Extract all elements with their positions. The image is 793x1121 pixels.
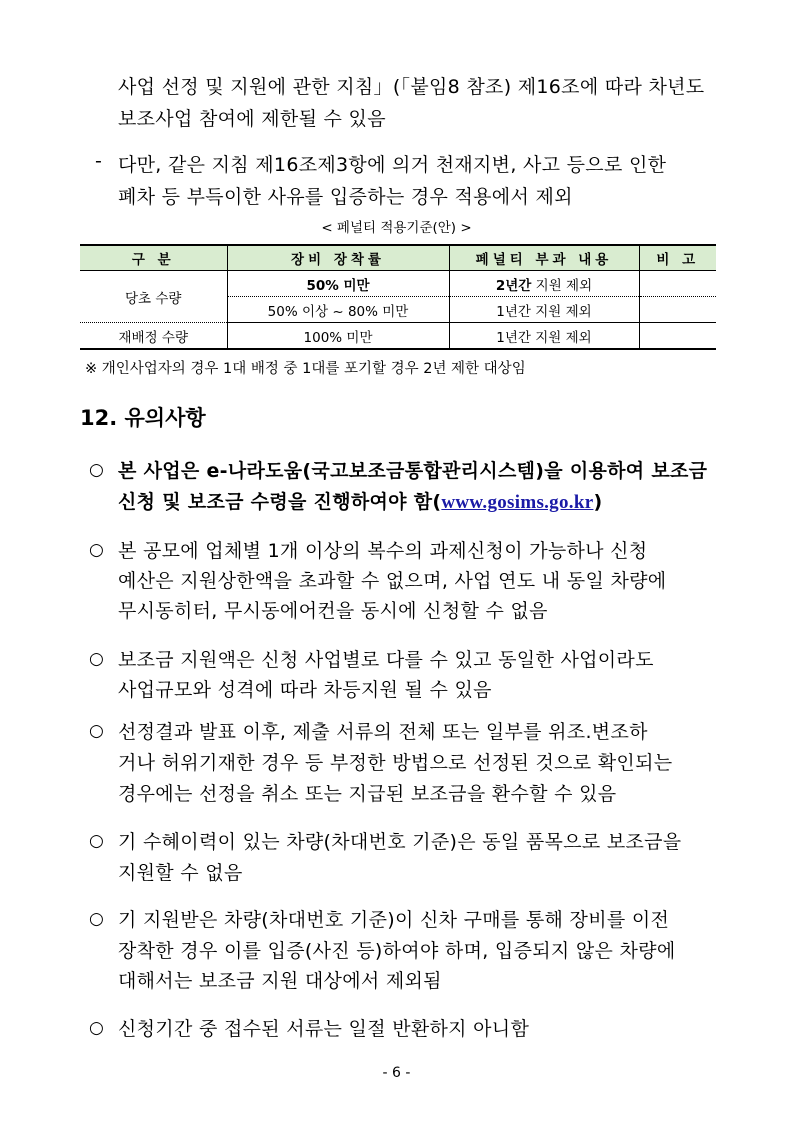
item-7-line1: 신청기간 중 접수된 서류는 일절 반환하지 아니함 [118, 1018, 530, 1040]
penalty-years: 2년간 [495, 277, 532, 294]
bullet-icon: ○ [89, 540, 104, 560]
gosims-link[interactable]: www.gosims.go.kr [441, 492, 594, 513]
table-note: ※ 개인사업자의 경우 1대 배정 중 1대를 포기할 경우 2년 제한 대상임 [85, 361, 526, 377]
header-rate: 장비 장착률 [227, 245, 449, 271]
bullet-icon: ○ [89, 831, 104, 851]
item-6-line1: 기 지원받은 차량(차대번호 기준)이 신차 구매를 통해 장비를 이전 [118, 909, 670, 931]
header-penalty: 페널티 부과 내용 [449, 245, 639, 271]
table-caption: < 페널티 적용기준(안) > [321, 220, 472, 236]
cell-rate: 50% 이상 ~ 80% 미만 [227, 297, 449, 323]
item-1-line2 [118, 487, 602, 514]
item-4-line2: 거나 허위기재한 경우 등 부정한 방법으로 선정된 것으로 확인되는 [118, 752, 673, 774]
cell-penalty [449, 271, 639, 297]
bullet-icon: ○ [89, 1018, 104, 1038]
item-4-line3: 경우에는 선정을 취소 또는 지급된 보조금을 환수할 수 있음 [118, 783, 617, 805]
item-3-line1: 보조금 지원액은 신청 사업별로 다를 수 있고 동일한 사업이라도 [118, 649, 654, 671]
penalty-rest: 지원 제외 [531, 277, 593, 294]
item-5-line1: 기 수혜이력이 있는 차량(차대번호 기준)은 동일 품목으로 보조금을 [118, 831, 682, 853]
table-row [80, 323, 716, 350]
top-paragraph-line2: 보조사업 참여에 제한될 수 있음 [118, 108, 386, 130]
cell-note [639, 297, 716, 323]
section-title: 12. 유의사항 [80, 406, 206, 430]
cell-note [639, 271, 716, 297]
item-2-line3: 무시동히터, 무시동에어컨을 동시에 신청할 수 없음 [118, 600, 548, 622]
item-1-text: 신청 및 보조금 수령을 진행하여야 함( [118, 491, 442, 513]
item-3-line2: 사업규모와 성격에 따라 차등지원 될 수 있음 [118, 679, 492, 701]
bullet-icon: ○ [89, 721, 104, 741]
top-paragraph-line1: 사업 선정 및 지원에 관한 지침」(「붙임8 참조) 제16조에 따라 차년도 [118, 76, 705, 98]
page-number: - 6 - [382, 1065, 411, 1081]
header-note: 비 고 [639, 245, 716, 271]
cell-penalty: 1년간 지원 제외 [449, 323, 639, 350]
cell-penalty: 1년간 지원 제외 [449, 297, 639, 323]
item-6-line2: 장착한 경우 이를 입증(사진 등)하여야 하며, 입증되지 않은 차량에 [118, 940, 676, 962]
cell-category: 당초 수량 [80, 271, 227, 323]
item-1-line1: 본 사업은 e-나라도움(국고보조금통합관리시스템)을 이용하여 보조금 [118, 460, 708, 482]
dash-paragraph-line1: 다만, 같은 지침 제16조제3항에 의거 천재지변, 사고 등으로 인한 [118, 154, 667, 176]
cell-rate: 50% 미만 [227, 271, 449, 297]
item-2-line2: 예산은 지원상한액을 초과할 수 없으며, 사업 연도 내 동일 차량에 [118, 570, 667, 592]
bullet-icon: ○ [89, 909, 104, 929]
dash-paragraph-line2: 폐차 등 부득이한 사유를 입증하는 경우 적용에서 제외 [118, 186, 573, 208]
bullet-icon: ○ [89, 460, 104, 480]
cell-category: 재배정 수량 [80, 323, 227, 350]
table-row [80, 271, 716, 297]
cell-rate: 100% 미만 [227, 323, 449, 350]
item-1-close: ) [593, 491, 603, 513]
penalty-table [80, 244, 716, 350]
dash-marker: - [95, 150, 103, 172]
item-6-line3: 대해서는 보조금 지원 대상에서 제외됨 [118, 970, 442, 992]
bullet-icon: ○ [89, 649, 104, 669]
header-category: 구 분 [80, 245, 227, 271]
table-header-row [80, 245, 716, 271]
cell-note [639, 323, 716, 350]
item-2-line1: 본 공모에 업체별 1개 이상의 복수의 과제신청이 가능하나 신청 [118, 540, 648, 562]
item-5-line2: 지원할 수 없음 [118, 862, 243, 884]
item-4-line1: 선정결과 발표 이후, 제출 서류의 전체 또는 일부를 위조.변조하 [118, 721, 648, 743]
